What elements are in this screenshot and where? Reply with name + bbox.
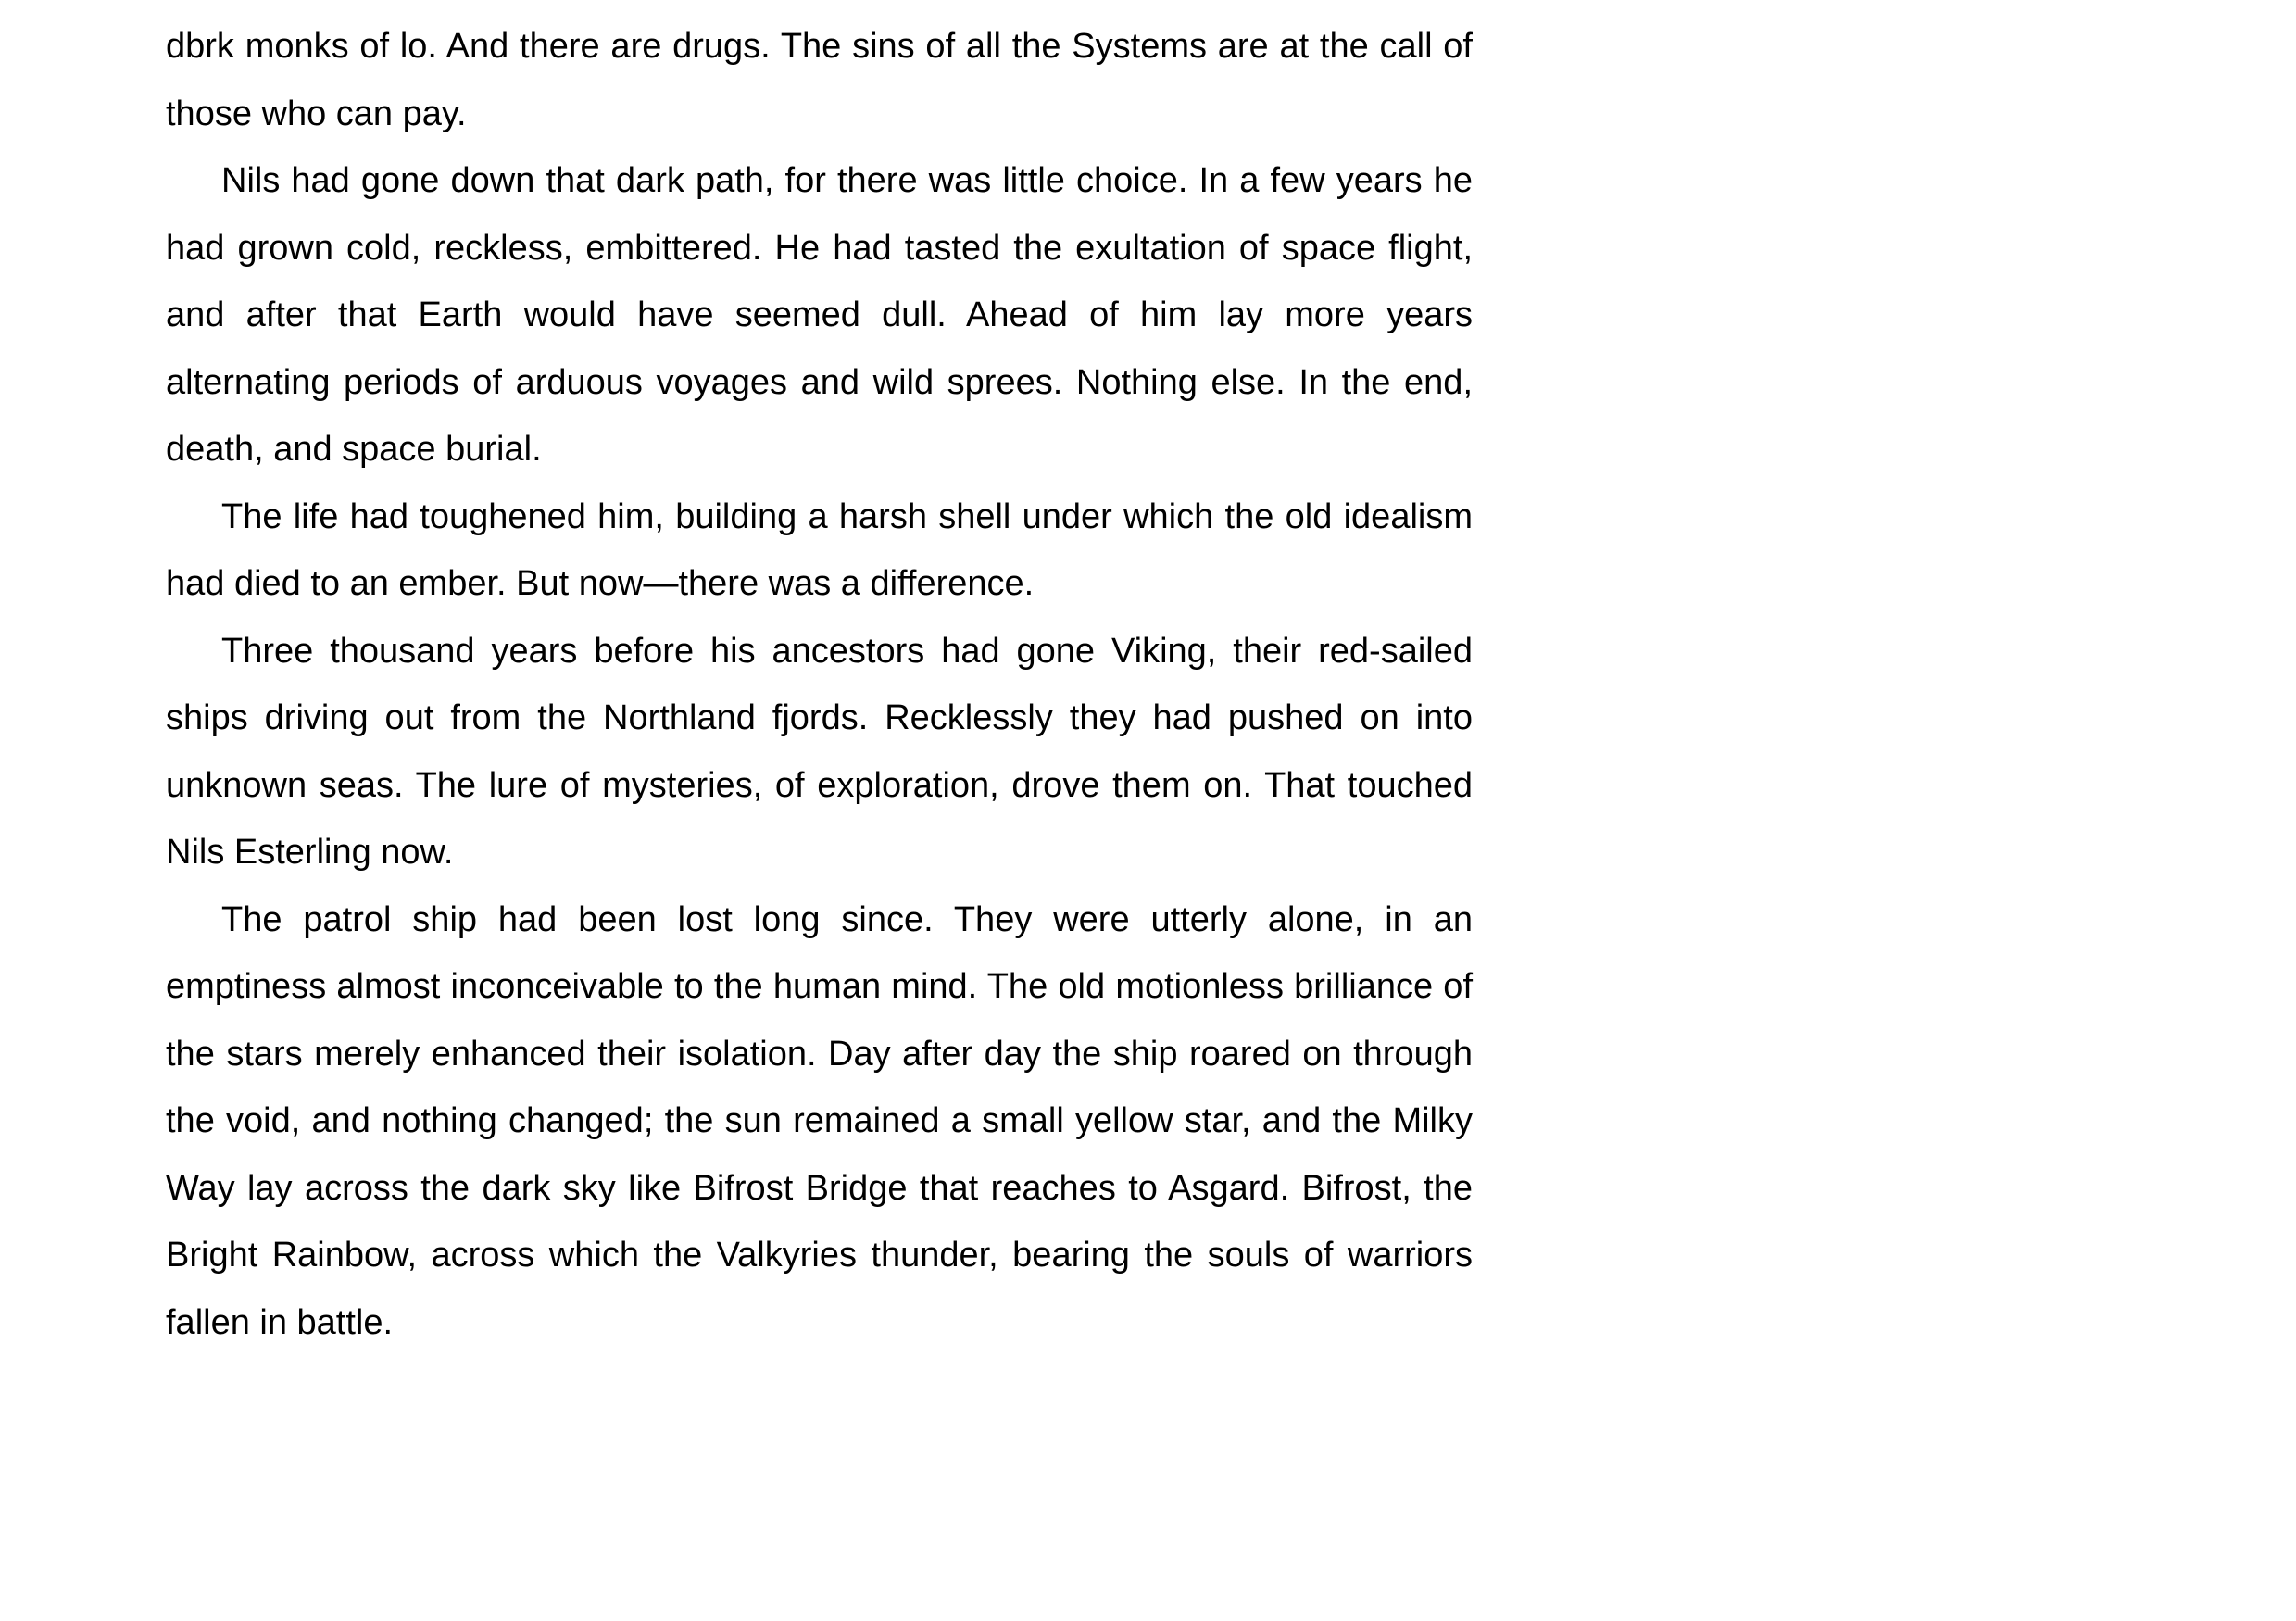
paragraph-continuation: dbrk monks of lo. And there are drugs. The sins of all the Systems are at the call of those who can pay. — [166, 27, 1473, 133]
paragraph: The life had toughened him, building a harsh shell under which the old idealism had died to an ember. But now—there was a difference. — [166, 496, 1473, 603]
paragraph: Nils had gone down that dark path, for there was little choice. In a few years he had grown cold, reckless, embittered. He had tasted the exultation of space flight, and after that Earth would have seemed dull. Ahead of him lay more years alternating periods of arduous voyages and wild sprees. Nothing else. In the end, death, and space burial. — [166, 161, 1473, 469]
paragraph: The patrol ship had been lost long since. They were utterly alone, in an emptiness almost inconceivable to the human mind. The old motionless brilliance of the stars merely enhanced their isolation. Day after day the ship roared on through the void, and nothing changed; the sun remained a small yellow star, and the Milky Way lay across the dark sky like Bifrost Bridge that reaches to Asgard. Bifrost, the Bright Rainbow, across which the Valkyries thunder, bearing the souls of warriors fallen in battle. — [166, 899, 1473, 1342]
body-text — [166, 13, 1473, 1356]
paragraph: Three thousand years before his ancestors had gone Viking, their red-sailed ships driving out from the Northland fjords. Recklessly they had pushed on into unknown seas. The lure of mysteries, of exploration, drove them on. That touched Nils Esterling now. — [166, 631, 1473, 872]
